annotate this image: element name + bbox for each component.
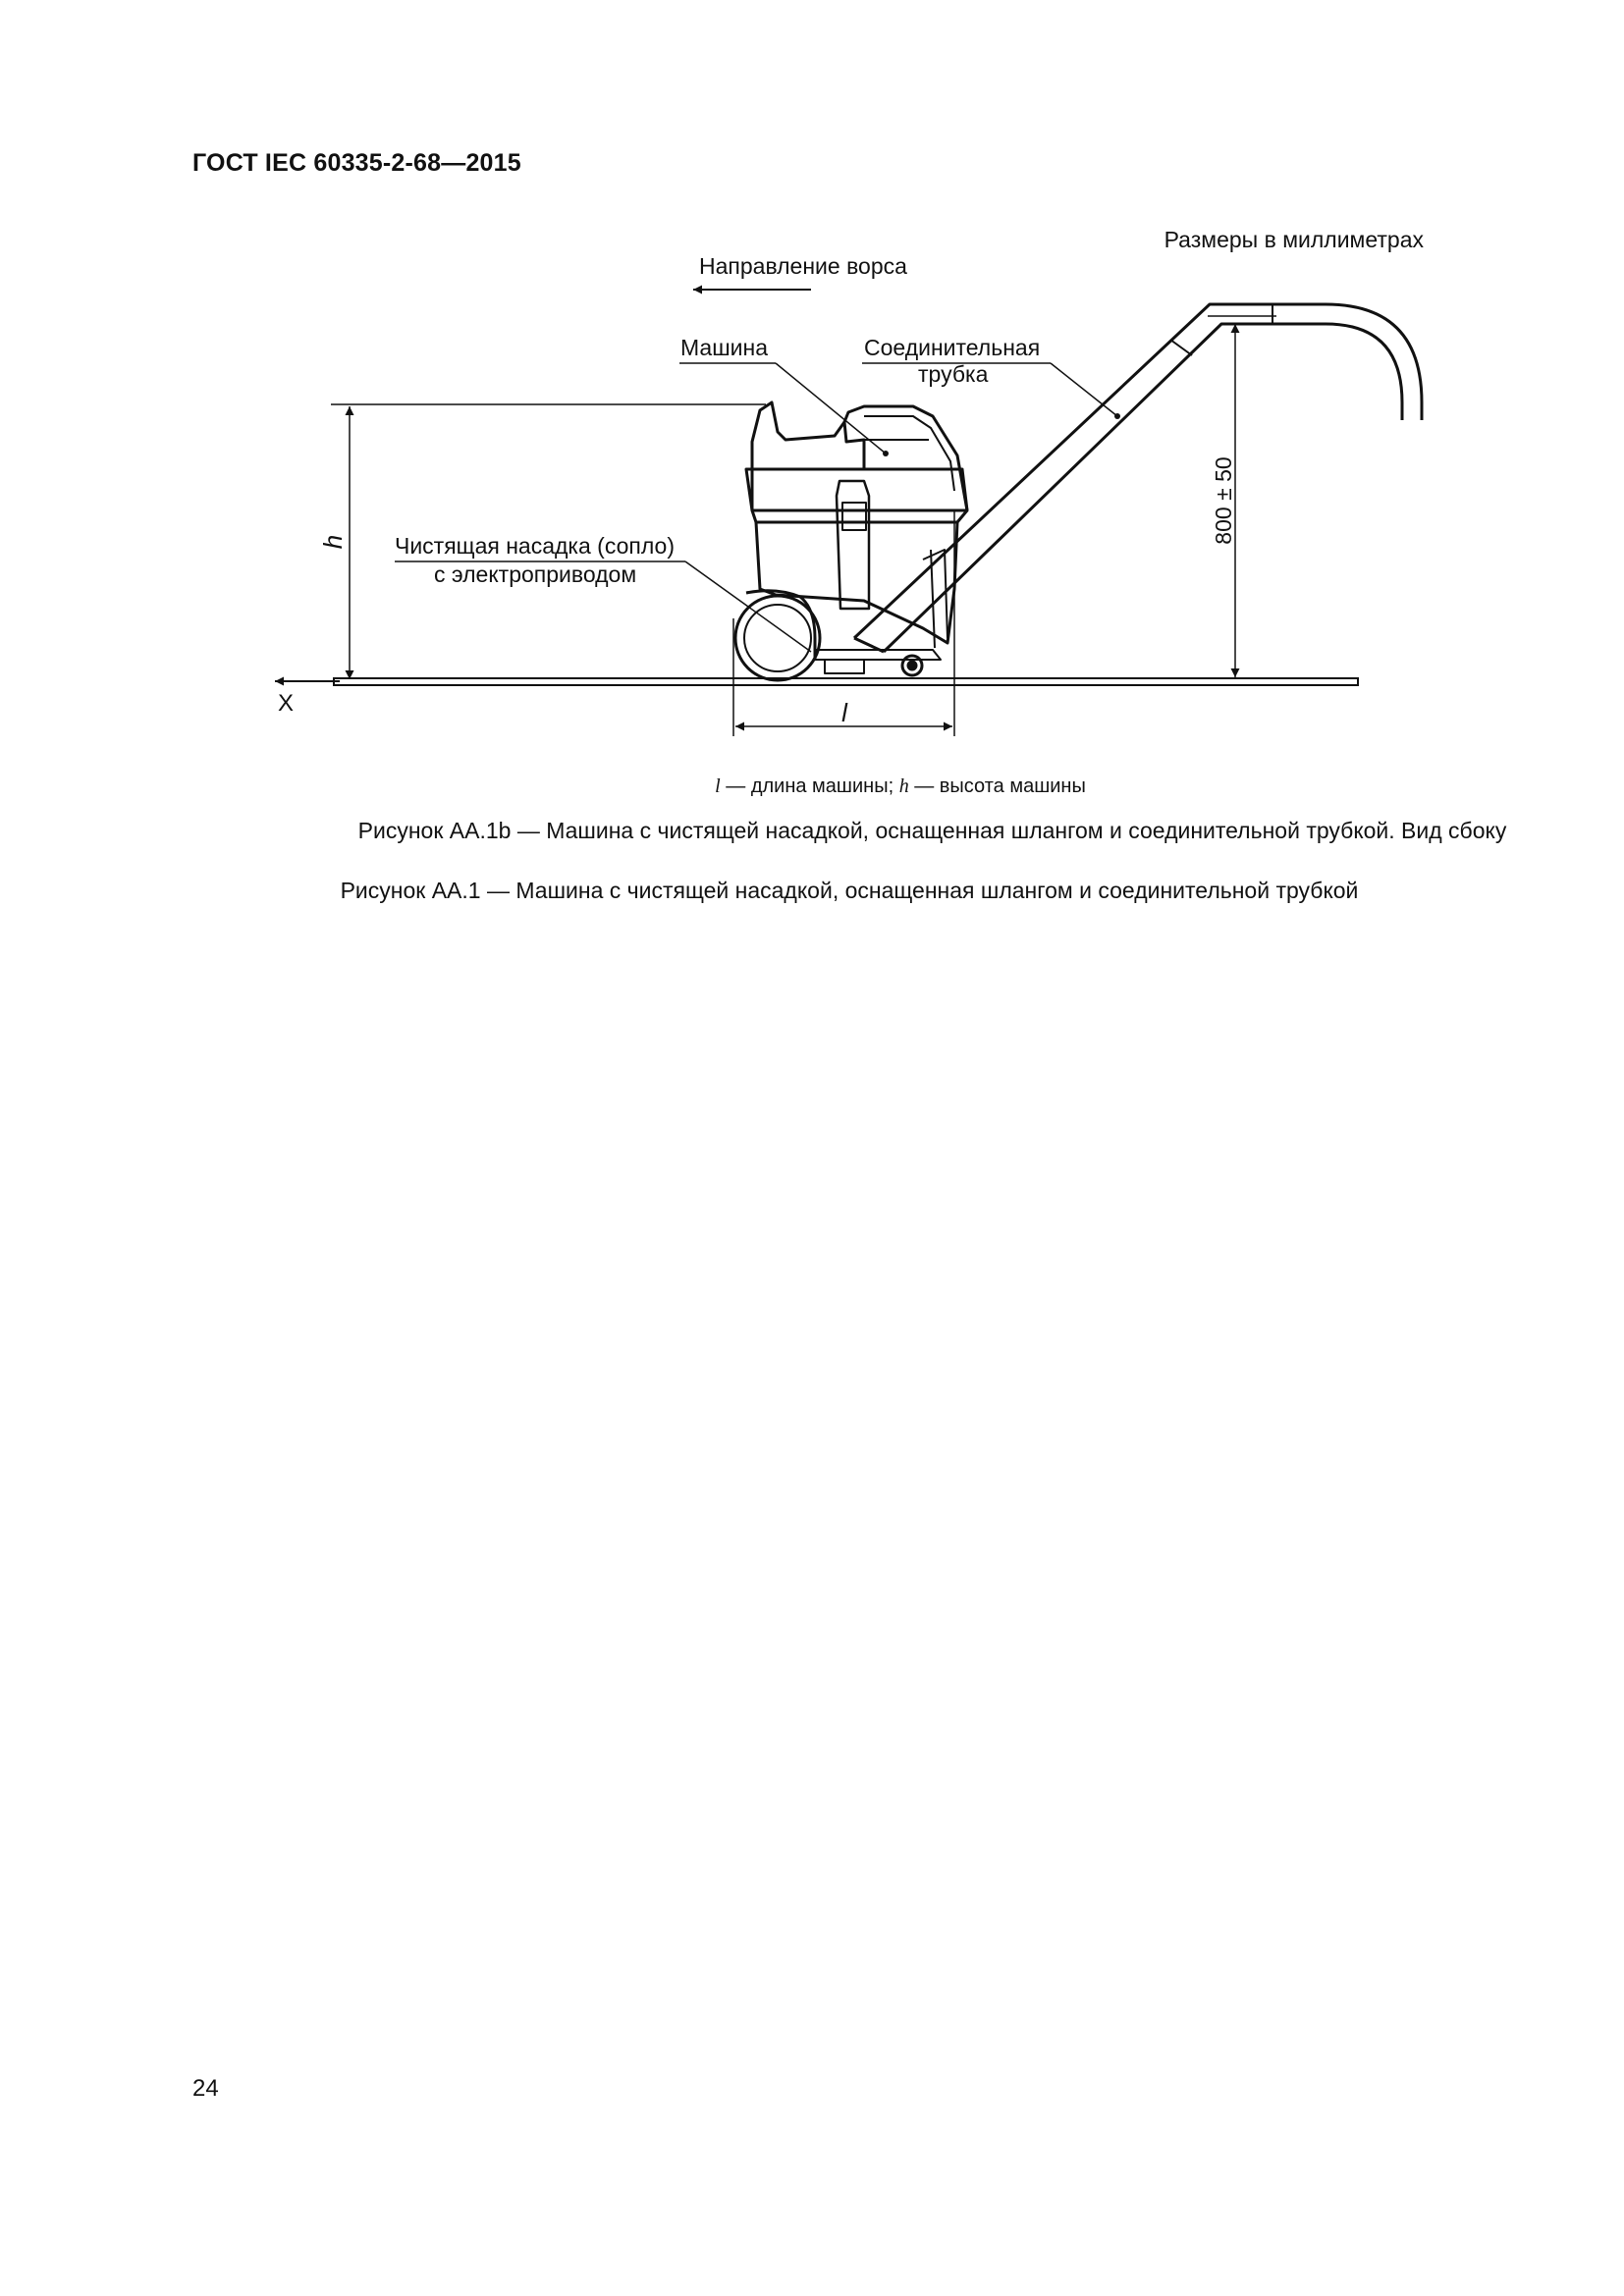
figure-legend [0, 775, 1624, 798]
tube-leader-diag [1051, 363, 1117, 416]
legend-l-symbol: l [715, 775, 721, 797]
pile-direction-label: Направление ворса [699, 253, 907, 279]
legend-h-symbol: h [898, 775, 909, 797]
machine-leader-dot [883, 451, 889, 456]
nozzle-label-line1: Чистящая насадка (сопло) [395, 533, 675, 559]
figure-caption: Рисунок АА.1 — Машина с чистящей насадкой, оснащенная шлангом и соединительной трубкой [340, 878, 1359, 903]
axis-x-label: X [278, 690, 295, 717]
height-symbol: h [318, 534, 348, 550]
legend-h-text: — высота машины [908, 775, 1086, 797]
tube-dimension-value: 800 ± 50 [1211, 456, 1236, 545]
tube-label-line1: Соединительная [864, 335, 1041, 360]
technical-drawing [0, 0, 1624, 942]
document-header: ГОСТ IEC 60335-2-68—2015 [192, 149, 521, 177]
dimensions-note: Размеры в миллиметрах [1164, 227, 1424, 252]
tube-label-line2: трубка [918, 361, 989, 387]
cleaning-nozzle [735, 591, 820, 680]
length-symbol: l [841, 698, 847, 727]
tube-leader-dot [1114, 413, 1120, 419]
machine-label: Машина [680, 335, 769, 360]
nozzle-label-line2: с электроприводом [434, 561, 637, 587]
floor [334, 678, 1358, 685]
subfigure-caption: Рисунок АА.1b — Машина с чистящей насадкой, оснащенная шлангом и соединительной трубкой. Вид сбоку [357, 818, 1507, 843]
legend-l-text: — длина машины; [720, 775, 899, 797]
page-number: 24 [192, 2075, 219, 2102]
